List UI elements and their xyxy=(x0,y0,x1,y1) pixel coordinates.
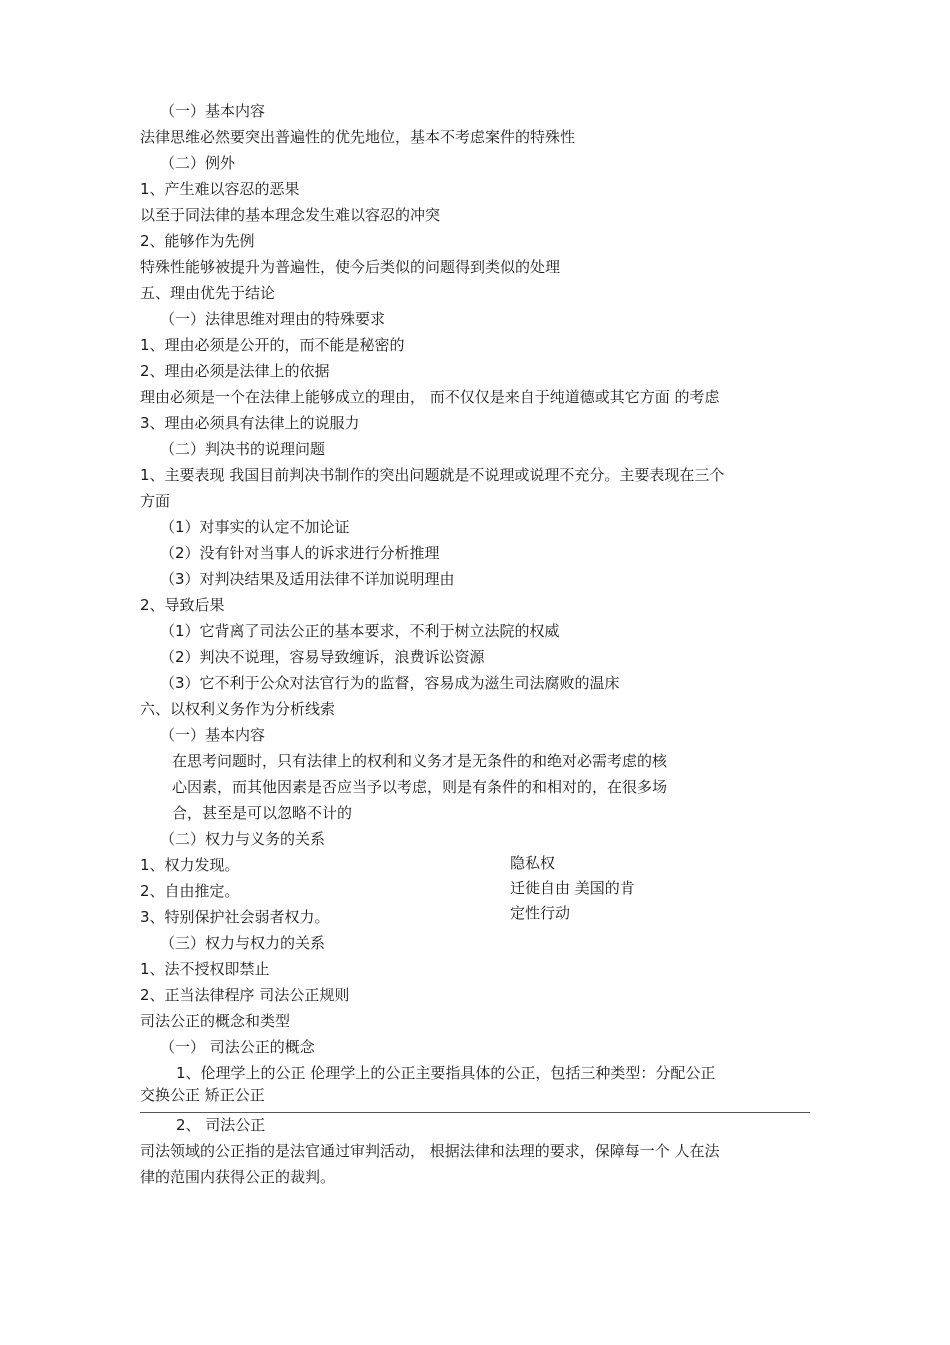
list-item: （3）对判决结果及适用法律不详加说明理由 xyxy=(160,570,455,588)
list-item: （3）它不利于公众对法官行为的监督，容易成为滋生司法腐败的温床 xyxy=(160,674,620,692)
list-item: 2、 司法公正 xyxy=(176,1116,266,1134)
text-line: 律的范围内获得公正的裁判。 xyxy=(140,1168,336,1186)
list-item: 3、理由必须具有法律上的说服力 xyxy=(140,414,360,432)
list-item: 1、法不授权即禁止 xyxy=(140,960,270,978)
text-line: 合，甚至是可以忽略不计的 xyxy=(172,804,353,822)
list-item: （2）判决不说理，容易导致缠诉，浪费诉讼资源 xyxy=(160,648,485,666)
section-heading: 司法公正的概念和类型 xyxy=(140,1012,291,1030)
text-line: 方面 xyxy=(140,492,171,510)
text-line: 在思考问题时，只有法律上的权利和义务才是无条件的和绝对必需考虑的核 xyxy=(172,752,668,770)
list-item: 1、主要表现 我国目前判决书制作的突出问题就是不说理或说理不充分。主要表现在三个 xyxy=(140,466,725,484)
subsection-heading: （一） 司法公正的概念 xyxy=(160,1038,315,1056)
list-item: 1、权力发现。 xyxy=(140,856,240,874)
list-item: （1）对事实的认定不加论证 xyxy=(160,518,350,536)
text-line: 心因素，而其他因素是否应当予以考虑，则是有条件的和相对的，在很多场 xyxy=(172,778,668,796)
text-line: 理由必须是一个在法律上能够成立的理由， 而不仅仅是来自于纯道德或其它方面 的考虑 xyxy=(140,388,720,406)
horizontal-rule xyxy=(140,1112,810,1113)
subsection-heading: （一）法律思维对理由的特殊要求 xyxy=(160,310,386,328)
list-item: 3、特别保护社会弱者权力。 xyxy=(140,908,330,926)
text-line: 以至于同法律的基本理念发生难以容忍的冲突 xyxy=(140,206,441,224)
heading-exception: （二）例外 xyxy=(160,154,236,172)
subsection-heading: （三）权力与权力的关系 xyxy=(160,934,326,952)
heading-basic-content: （一）基本内容 xyxy=(160,102,266,120)
list-item: 2、正当法律程序 司法公正规则 xyxy=(140,986,350,1004)
section-heading: 五、理由优先于结论 xyxy=(140,284,276,302)
list-item: （1）它背离了司法公正的基本要求，不利于树立法院的权威 xyxy=(160,622,560,640)
section-heading: 六、以权利义务作为分析线索 xyxy=(140,700,336,718)
side-note: 迁徙自由 美国的肯 xyxy=(510,879,635,897)
list-item: 1、伦理学上的公正 伦理学上的公正主要指具体的公正，包括三种类型：分配公正 xyxy=(176,1064,716,1082)
subsection-heading: （一）基本内容 xyxy=(160,726,266,744)
list-item: 2、理由必须是法律上的依据 xyxy=(140,362,330,380)
text-line: 法律思维必然要突出普遍性的优先地位，基本不考虑案件的特殊性 xyxy=(140,128,576,146)
list-item: 2、导致后果 xyxy=(140,596,225,614)
list-item: （2）没有针对当事人的诉求进行分析推理 xyxy=(160,544,440,562)
side-note: 定性行动 xyxy=(510,904,571,922)
text-line: 司法领域的公正指的是法官通过审判活动， 根据法律和法理的要求，保障每一个 人在法 xyxy=(140,1142,720,1160)
subsection-heading: （二）判决书的说理问题 xyxy=(160,440,326,458)
text-line: 特殊性能够被提升为普遍性，使今后类似的问题得到类似的处理 xyxy=(140,258,561,276)
text-line: 交换公正 矫正公正 xyxy=(140,1086,265,1104)
side-note: 隐私权 xyxy=(510,854,556,872)
list-item: 2、能够作为先例 xyxy=(140,232,255,250)
list-item: 2、自由推定。 xyxy=(140,882,240,900)
list-item: 1、产生难以容忍的恶果 xyxy=(140,180,300,198)
list-item: 1、理由必须是公开的，而不能是秘密的 xyxy=(140,336,405,354)
subsection-heading: （二）权力与义务的关系 xyxy=(160,830,326,848)
